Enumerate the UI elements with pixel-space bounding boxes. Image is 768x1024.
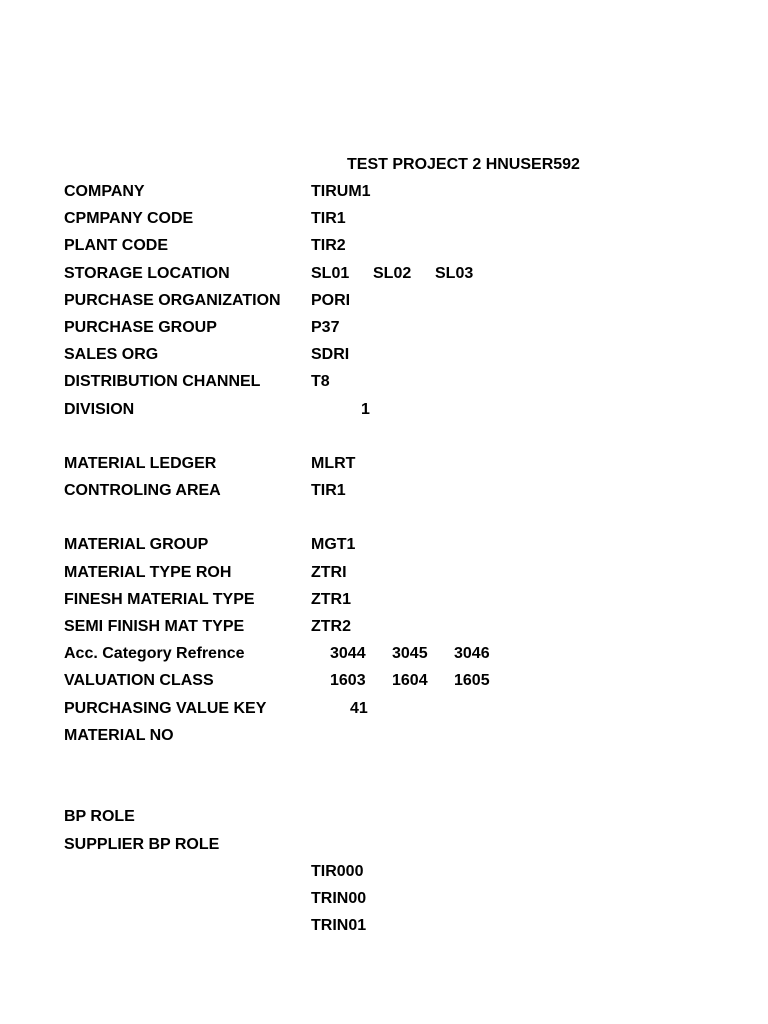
- row-controling-area: [0, 481, 768, 508]
- field-label: MATERIAL TYPE ROH: [64, 563, 232, 581]
- supplier-bp-role-item: [0, 862, 768, 889]
- field-value: TIR2: [311, 237, 346, 255]
- field-value: ZTR2: [311, 618, 351, 635]
- field-value: 3046: [454, 645, 490, 663]
- field-value: 1605: [454, 672, 490, 690]
- field-value: SL03: [435, 264, 474, 282]
- supplier-bp-role-value: TIR000: [311, 862, 364, 880]
- document-title: TEST PROJECT 2 HNUSER592: [347, 156, 580, 173]
- field-list: [0, 182, 768, 943]
- row-material-group: [0, 535, 768, 562]
- field-value: P37: [311, 318, 340, 336]
- row-valuation-class: [0, 671, 768, 698]
- field-label: Acc. Category Refrence: [64, 645, 245, 663]
- field-value: SDRI: [311, 346, 350, 364]
- field-label: MATERIAL GROUP: [64, 536, 209, 554]
- field-label: DISTRIBUTION CHANNEL: [64, 373, 261, 391]
- row-material-no: [0, 726, 768, 753]
- field-label: PLANT CODE: [64, 237, 168, 255]
- field-label: COMPANY: [64, 183, 145, 200]
- row-plant-code: [0, 236, 768, 263]
- field-value: 3044: [330, 645, 366, 663]
- row-sales-org: [0, 345, 768, 372]
- spacer-row: [0, 427, 768, 454]
- field-label: MATERIAL LEDGER: [64, 454, 217, 472]
- field-value: 3045: [392, 645, 428, 663]
- field-label: DIVISION: [64, 400, 135, 418]
- field-label: SUPPLIER BP ROLE: [64, 835, 220, 853]
- supplier-bp-role-value: TRIN00: [311, 889, 367, 907]
- spacer-row: [0, 780, 768, 807]
- supplier-bp-role-value: TRIN01: [311, 917, 367, 935]
- row-semi-finish-mat-type: [0, 617, 768, 644]
- row-purchase-group: [0, 318, 768, 345]
- row-bp-role: [0, 807, 768, 834]
- field-value: MLRT: [311, 454, 356, 472]
- field-label: STORAGE LOCATION: [64, 264, 230, 282]
- field-label: PURCHASE GROUP: [64, 318, 217, 336]
- field-label: SALES ORG: [64, 346, 159, 364]
- row-division: [0, 400, 768, 427]
- field-label: CPMPANY CODE: [64, 210, 194, 228]
- field-value: ZTRI: [311, 563, 347, 581]
- row-material-type-roh: [0, 563, 768, 590]
- row-acc-category-refrence: [0, 644, 768, 671]
- field-label: MATERIAL NO: [64, 726, 174, 744]
- field-value: MGT1: [311, 536, 356, 554]
- field-value: 1: [361, 400, 370, 418]
- field-value: 1604: [392, 672, 428, 690]
- field-label: SEMI FINISH MAT TYPE: [64, 618, 245, 635]
- row-supplier-bp-role: [0, 835, 768, 862]
- row-purchasing-value-key: [0, 699, 768, 726]
- row-company-code: [0, 209, 768, 236]
- field-value: PORI: [311, 291, 351, 309]
- spacer-row: [0, 508, 768, 535]
- field-label: PURCHASE ORGANIZATION: [64, 291, 281, 309]
- field-value: SL01: [311, 264, 350, 282]
- field-value: TIRUM1: [311, 183, 371, 200]
- field-value: TIR1: [311, 210, 346, 228]
- field-label: CONTROLING AREA: [64, 482, 221, 500]
- field-value: TIR1: [311, 482, 346, 500]
- field-value: T8: [311, 373, 330, 391]
- spacer-row: [0, 753, 768, 780]
- field-value: SL02: [373, 264, 412, 282]
- row-company: [0, 182, 768, 209]
- row-finesh-material-type: [0, 590, 768, 617]
- field-label: BP ROLE: [64, 808, 135, 826]
- supplier-bp-role-item: [0, 889, 768, 916]
- row-material-ledger: [0, 454, 768, 481]
- field-value: 1603: [330, 672, 366, 690]
- field-value: ZTR1: [311, 590, 351, 608]
- row-storage-location: [0, 264, 768, 291]
- field-value: 41: [350, 699, 368, 717]
- field-label: VALUATION CLASS: [64, 672, 214, 690]
- field-label: PURCHASING VALUE KEY: [64, 699, 267, 717]
- supplier-bp-role-item: [0, 916, 768, 943]
- row-purchase-organization: [0, 291, 768, 318]
- field-label: FINESH MATERIAL TYPE: [64, 590, 255, 608]
- row-distribution-channel: [0, 372, 768, 399]
